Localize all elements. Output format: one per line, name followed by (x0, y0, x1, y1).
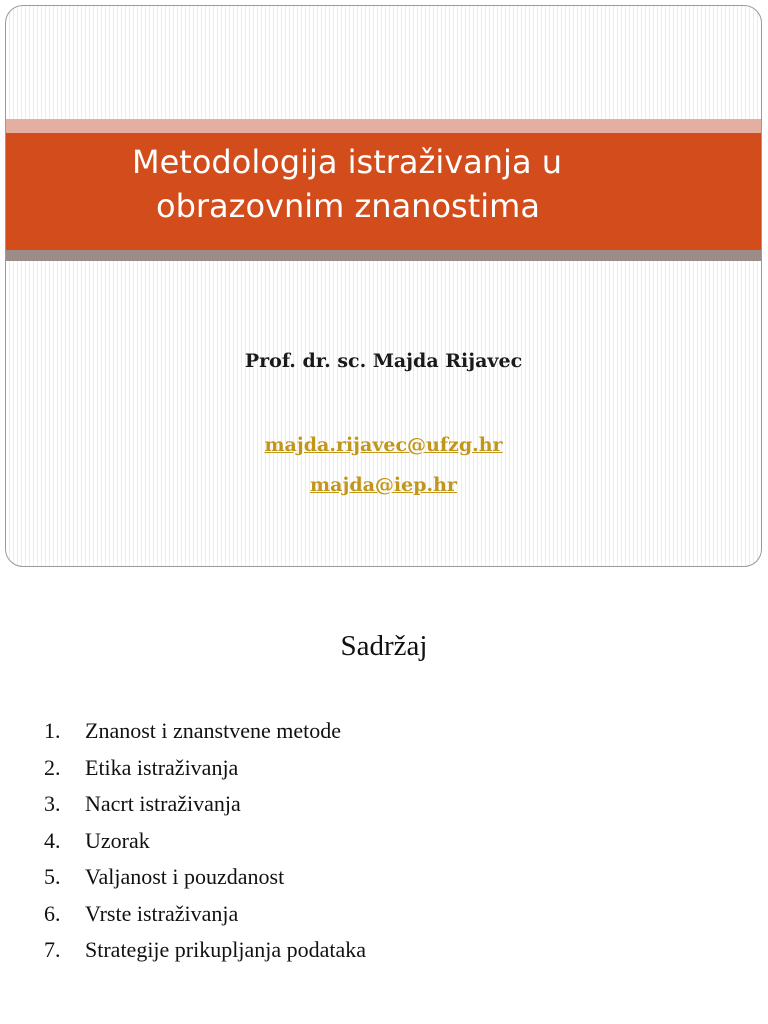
toc-item-number: 2. (44, 754, 61, 780)
toc-list (44, 713, 366, 969)
email-line-1 (6, 434, 761, 456)
title-band-top-stripe (6, 119, 761, 133)
author-name: Prof. dr. sc. Majda Rijavec (244, 350, 523, 372)
toc-item-label: Valjanost i pouzdanost (85, 864, 285, 889)
email-line-2 (6, 474, 761, 496)
slide-title-line1: Metodologija istraživanja u (132, 143, 562, 181)
toc-item (44, 896, 366, 933)
toc-item-number: 7. (44, 937, 61, 962)
toc-item (44, 750, 366, 787)
toc-item-number: 1. (44, 718, 61, 743)
toc-item-number: 4. (44, 827, 61, 853)
email-link-ufzg[interactable]: majda.rijavec@ufzg.hr (264, 434, 503, 456)
toc-item-label: Nacrt istraživanja (85, 791, 241, 816)
toc-item (44, 859, 366, 896)
toc-item-number: 6. (44, 900, 61, 926)
title-band-bottom-stripe (6, 250, 761, 261)
toc-item-number: 5. (44, 864, 61, 889)
toc-item (44, 823, 366, 860)
slide-title-line2: obrazovnim znanostima (156, 187, 540, 225)
toc-item-label: Vrste istraživanja (85, 900, 239, 926)
title-slide (5, 5, 762, 567)
toc-item (44, 932, 366, 969)
toc-item-number: 3. (44, 791, 61, 816)
toc-item (44, 713, 366, 750)
toc-item-label: Uzorak (85, 827, 150, 853)
toc-item (44, 786, 366, 823)
toc-item-label: Strategije prikupljanja podataka (85, 937, 367, 962)
toc-item-label: Znanost i znanstvene metode (85, 718, 341, 743)
toc-heading: Sadržaj (340, 630, 428, 662)
slide-title (132, 140, 732, 228)
email-link-iep[interactable]: majda@iep.hr (310, 474, 457, 496)
toc-item-label: Etika istraživanja (85, 754, 239, 780)
